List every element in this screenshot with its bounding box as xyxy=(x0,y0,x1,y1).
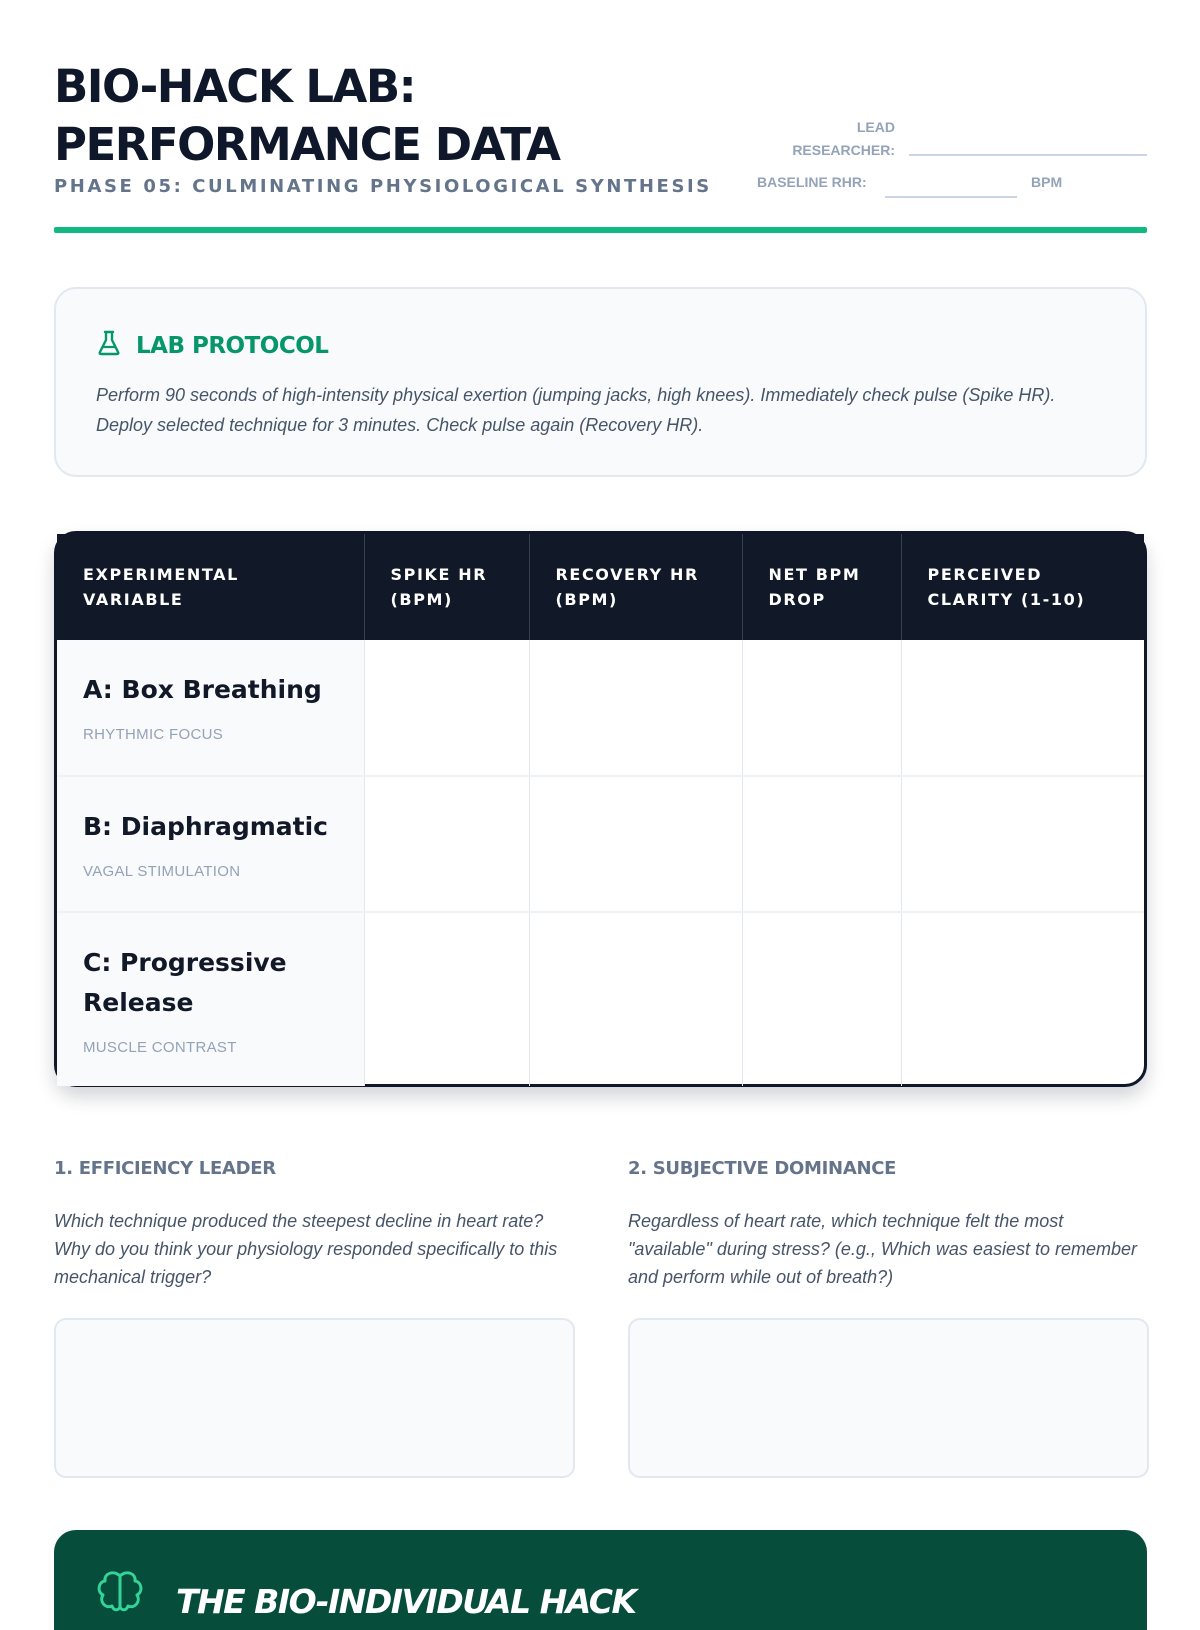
lead-researcher-label xyxy=(745,116,895,162)
performance-table xyxy=(54,531,1147,1087)
question-text: Regardless of heart rate, which technique felt the most "available" during stress? (e.g., Which was easiest to remember and perform while out of breath?) xyxy=(628,1211,1137,1287)
question-title: 1. EFFICIENCY LEADER xyxy=(54,1158,276,1179)
lead-researcher-row xyxy=(757,116,1147,162)
table-row xyxy=(57,640,1144,776)
baseline-rhr-field[interactable] xyxy=(885,196,1017,198)
column-header-net-drop: NET BPM DROP xyxy=(742,534,901,640)
table-row xyxy=(57,776,1144,912)
brain-icon xyxy=(94,1570,146,1619)
clarity-cell[interactable] xyxy=(901,912,1144,1086)
baseline-rhr-unit: BPM xyxy=(1031,174,1063,190)
baseline-rhr-row xyxy=(757,174,1147,204)
variable-name: A: Box Breathing xyxy=(83,675,322,704)
answer-box-dominance[interactable] xyxy=(628,1318,1149,1478)
lab-protocol-header xyxy=(96,329,1105,362)
net-drop-cell[interactable] xyxy=(742,776,901,912)
variable-subtitle: MUSCLE CONTRAST xyxy=(83,1039,237,1056)
variable-cell xyxy=(57,640,364,776)
title-line-2: PERFORMANCE DATA xyxy=(54,118,560,171)
table-header-row xyxy=(57,534,1144,640)
recovery-hr-cell[interactable] xyxy=(529,640,742,776)
recovery-hr-cell[interactable] xyxy=(529,912,742,1086)
column-header-recovery-hr: RECOVERY HR (BPM) xyxy=(529,534,742,640)
lab-protocol-text: Perform 90 seconds of high-intensity physical exertion (jumping jacks, high knees). Immediately check pulse (Spike HR). Deploy selected technique for 3 minutes. Check pulse again (Recovery HR). xyxy=(96,385,1056,435)
column-header-variable: EXPERIMENTAL VARIABLE xyxy=(57,534,364,640)
column-header-clarity: PERCEIVED CLARITY (1-10) xyxy=(901,534,1144,640)
question-title: 2. SUBJECTIVE DOMINANCE xyxy=(628,1158,897,1179)
lead-researcher-label-line1: LEAD xyxy=(856,119,895,135)
variable-subtitle: VAGAL STIMULATION xyxy=(83,863,241,880)
page-subtitle: PHASE 05: CULMINATING PHYSIOLOGICAL SYNTHESIS xyxy=(54,176,712,197)
page-header xyxy=(54,58,1147,233)
column-header-spike-hr: SPIKE HR (BPM) xyxy=(364,534,529,640)
variable-name: B: Diaphragmatic xyxy=(83,812,328,841)
lead-researcher-label-line2: RESEARCHER: xyxy=(792,142,895,158)
title-line-1: BIO-HACK LAB: xyxy=(54,60,416,113)
banner-title: THE BIO-INDIVIDUAL HACK xyxy=(176,1582,636,1621)
lab-protocol-card xyxy=(54,287,1147,477)
lead-researcher-field[interactable] xyxy=(909,154,1147,156)
net-drop-cell[interactable] xyxy=(742,912,901,1086)
flask-icon xyxy=(96,329,122,362)
bio-individual-hack-banner xyxy=(54,1530,1147,1630)
recovery-hr-cell[interactable] xyxy=(529,776,742,912)
table-row xyxy=(57,912,1144,1086)
net-drop-cell[interactable] xyxy=(742,640,901,776)
spike-hr-cell[interactable] xyxy=(364,776,529,912)
clarity-cell[interactable] xyxy=(901,640,1144,776)
variable-cell xyxy=(57,912,364,1086)
spike-hr-cell[interactable] xyxy=(364,640,529,776)
baseline-rhr-label: BASELINE RHR: xyxy=(757,174,867,190)
lab-protocol-title: LAB PROTOCOL xyxy=(136,332,329,359)
spike-hr-cell[interactable] xyxy=(364,912,529,1086)
header-divider xyxy=(54,227,1147,233)
variable-cell xyxy=(57,776,364,912)
variable-name: C: Progressive Release xyxy=(83,948,287,1017)
question-text: Which technique produced the steepest decline in heart rate? Why do you think your physiology responded specifically to this mechanical trigger? xyxy=(54,1211,558,1287)
answer-box-efficiency[interactable] xyxy=(54,1318,575,1478)
variable-subtitle: RHYTHMIC FOCUS xyxy=(83,726,224,743)
clarity-cell[interactable] xyxy=(901,776,1144,912)
question-subjective-dominance xyxy=(628,1158,1149,1291)
question-efficiency-leader xyxy=(54,1158,575,1291)
